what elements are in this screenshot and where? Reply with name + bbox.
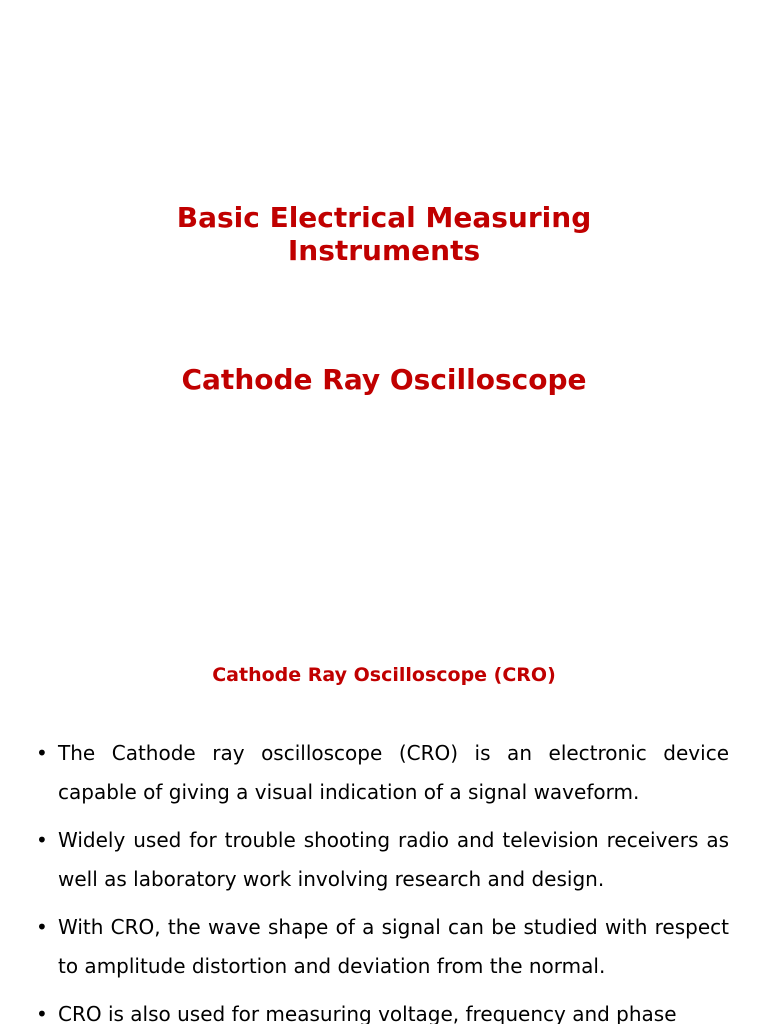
bullet-icon: • [36, 828, 48, 852]
bullet-text: CRO is also used for measuring voltage, frequency and phase [58, 1002, 677, 1024]
title-line-1: Basic Electrical Measuring [176, 201, 592, 234]
page-subtitle: Cathode Ray Oscilloscope [181, 363, 587, 396]
bullet-text: Widely used for trouble shooting radio and television receivers as well as laboratory work involving research and design. [58, 828, 729, 891]
bullet-item [36, 821, 729, 899]
bullet-item [36, 908, 729, 986]
bullet-icon: • [36, 741, 48, 765]
bullet-item [36, 995, 729, 1024]
bullet-icon: • [36, 1002, 48, 1024]
title-line-2: Instruments [287, 234, 481, 267]
section-heading: Cathode Ray Oscilloscope (CRO) [212, 664, 556, 686]
bullet-text: The Cathode ray oscilloscope (CRO) is an electronic device capable of giving a visual indication of a signal waveform. [58, 741, 729, 804]
page-title [0, 201, 768, 267]
bullet-list [36, 734, 729, 1024]
bullet-icon: • [36, 915, 48, 939]
bullet-text: With CRO, the wave shape of a signal can be studied with respect to amplitude distortion and deviation from the normal. [58, 915, 729, 978]
bullet-item [36, 734, 729, 812]
